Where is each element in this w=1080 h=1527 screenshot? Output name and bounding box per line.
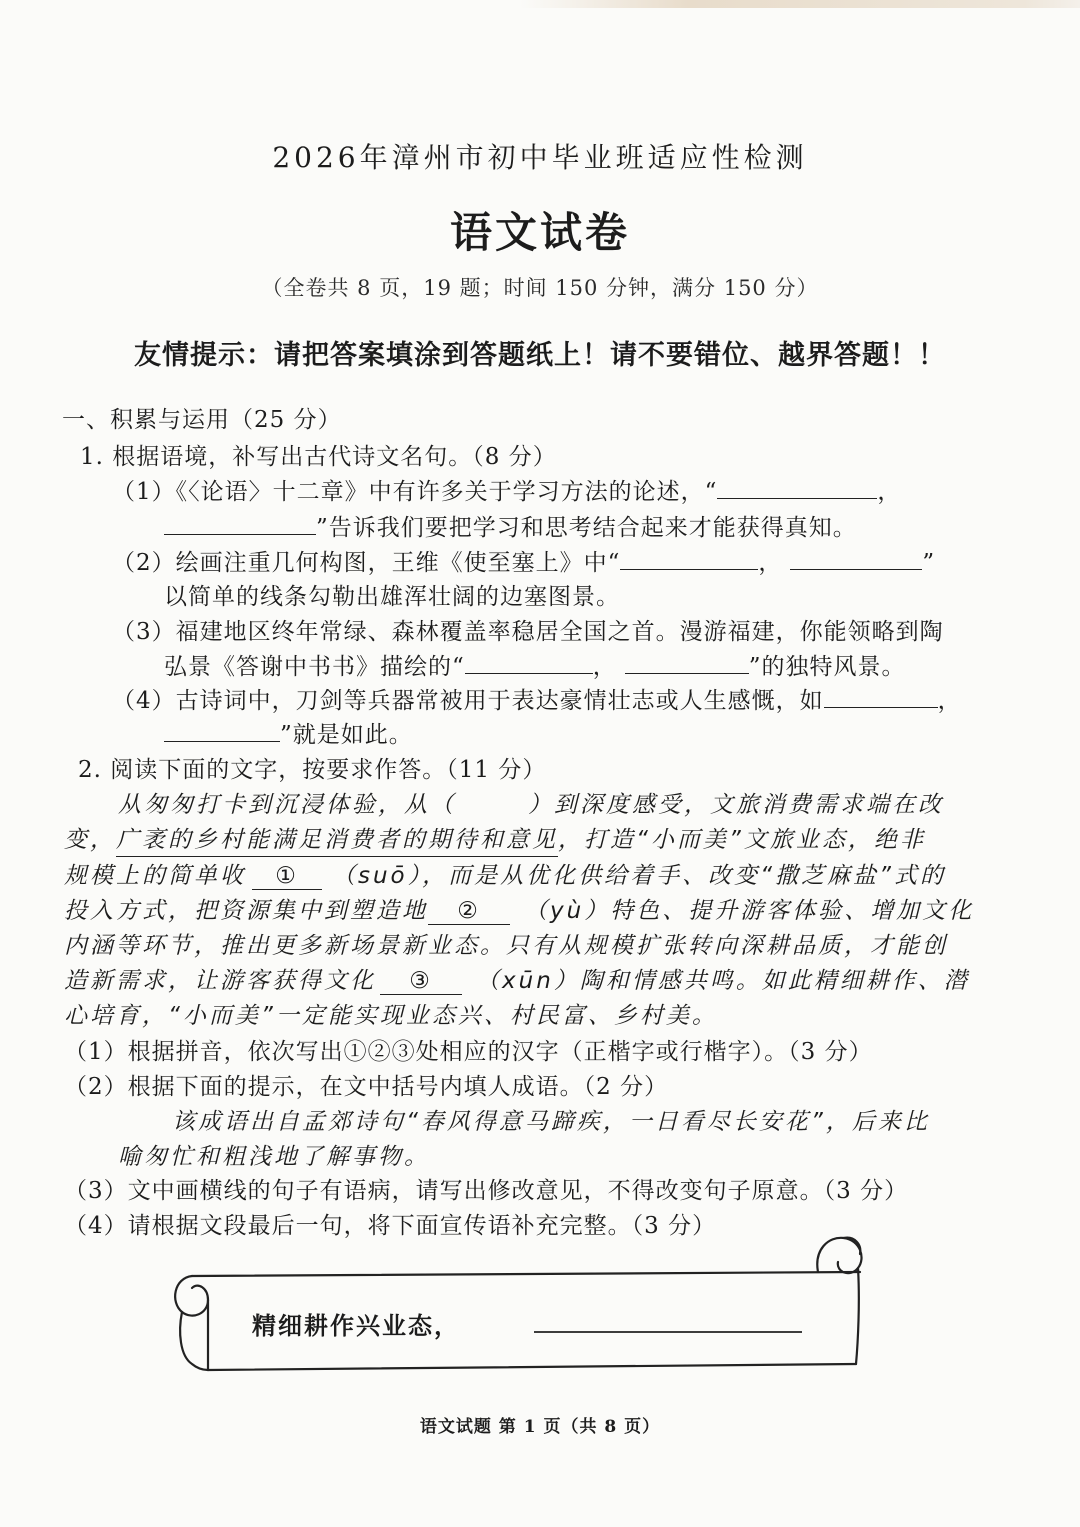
comma: ， bbox=[592, 654, 617, 680]
answer-blank[interactable] bbox=[164, 533, 316, 535]
q1-item3-tail: ”的独特风景。 bbox=[748, 654, 906, 680]
q1-stem: 1. 根据语境，补写出古代诗文名句。（8 分） bbox=[80, 444, 557, 470]
blank-1[interactable]: ① bbox=[252, 863, 322, 890]
exam-meta: （全卷共 8 页，19 题；时间 150 分钟，满分 150 分） bbox=[261, 276, 819, 300]
q2-sub2: （2）根据下面的提示，在文中括号内填人成语。（2 分） bbox=[64, 1074, 669, 1100]
passage-line-2 bbox=[64, 821, 926, 854]
passage-text: 投入方式，把资源集中到塑造地 bbox=[64, 898, 428, 924]
comma: ， bbox=[877, 479, 902, 505]
quote-close: ” bbox=[922, 550, 936, 576]
q1-item4-tail: ”就是如此。 bbox=[280, 722, 413, 748]
q1-item4-line2 bbox=[164, 716, 413, 749]
q1-item1-text: （1）《〈论语〉十二章》中有许多关于学习方法的论述，“ bbox=[112, 479, 718, 505]
q1-item2-line1 bbox=[112, 544, 935, 577]
friendly-tip: 友情提示：请把答案填涂到答题纸上！请不要错位、越界答题！！ bbox=[134, 340, 946, 371]
section-heading: 一、积累与运用（25 分） bbox=[62, 407, 342, 433]
passage-line-5: 内涵等环节，推出更多新场景新业态。只有从规模扩张转向深耕品质，才能创 bbox=[64, 933, 948, 959]
q1-item3-line1: （3）福建地区终年常绿、森林覆盖率稳居全国之首。漫游福建，你能领略到陶 bbox=[112, 619, 944, 645]
passage-text: 造新需求，让游客获得文化 bbox=[64, 968, 376, 994]
passage-text: 变， bbox=[64, 827, 116, 853]
passage-text: （xūn）陶和情感共鸣。如此精细耕作、潜 bbox=[476, 968, 970, 994]
banner-text: 精细耕作兴业态， bbox=[252, 1312, 460, 1340]
passage-line-1 bbox=[118, 786, 944, 819]
q1-item2-line2: 以简单的线条勾勒出雄浑壮阔的边塞图景。 bbox=[164, 584, 620, 610]
q2-stem: 2. 阅读下面的文字，按要求作答。（11 分） bbox=[78, 757, 547, 783]
passage-text: （suō），而是从优化供给着手、改变“撒芝麻盐”式的 bbox=[332, 863, 946, 889]
answer-blank[interactable] bbox=[620, 568, 758, 570]
answer-blank[interactable] bbox=[824, 706, 938, 708]
passage-line-6 bbox=[64, 962, 970, 995]
q1-item3-line2 bbox=[164, 648, 906, 681]
blank-3[interactable]: ③ bbox=[380, 968, 462, 995]
comma: ， bbox=[758, 550, 783, 576]
passage-text: ）到深度感受，文旅消费需求端在改 bbox=[528, 792, 944, 818]
passage-line-3 bbox=[64, 857, 946, 890]
q1-item1-tail: ”告诉我们要把学习和思考结合起来才能获得真知。 bbox=[316, 515, 857, 541]
q1-item2-text: （2）绘画注重几何构图，王维《使至塞上》中“ bbox=[112, 550, 621, 576]
comma: ， bbox=[937, 688, 962, 714]
q1-item4-line1 bbox=[112, 682, 962, 715]
passage-text: （yù）特色、提升游客体验、增加文化 bbox=[524, 898, 975, 924]
q1-item1-line1 bbox=[112, 473, 901, 506]
answer-blank[interactable] bbox=[465, 672, 593, 674]
exam-subtitle: 2026年漳州市初中毕业班适应性检测 bbox=[272, 141, 808, 174]
passage-line-7: 心培育，“小而美”一定能实现业态兴、村民富、乡村美。 bbox=[64, 1003, 718, 1029]
passage-line-4 bbox=[64, 892, 974, 925]
hint-line-1: 该成语出自孟郊诗句“春风得意马蹄疾，一日看尽长安花”，后来比 bbox=[172, 1109, 930, 1135]
q1-item4-text: （4）古诗词中，刀剑等兵器常被用于表达豪情壮志或人生感慨，如 bbox=[112, 688, 824, 714]
hint-line-2: 喻匆忙和粗浅地了解事物。 bbox=[118, 1144, 430, 1170]
q1-item3-text: 弘景《答谢中书书》描绘的“ bbox=[164, 654, 465, 680]
answer-blank[interactable] bbox=[625, 672, 749, 674]
q2-sub1: （1）根据拼音，依次写出①②③处相应的汉字（正楷字或行楷字）。（3 分） bbox=[64, 1039, 873, 1065]
blank-2[interactable]: ② bbox=[428, 898, 510, 925]
q1-item1-line2 bbox=[164, 509, 857, 542]
scan-edge bbox=[520, 0, 1080, 8]
passage-text: 规模上的简单收 bbox=[64, 863, 246, 889]
answer-blank[interactable] bbox=[717, 497, 877, 499]
passage-text: 从匆匆打卡到沉浸体验，从（ bbox=[118, 792, 456, 818]
answer-blank[interactable] bbox=[790, 568, 922, 570]
exam-title: 语文试卷 bbox=[449, 208, 630, 257]
q2-sub4: （4）请根据文段最后一句，将下面宣传语补充完整。（3 分） bbox=[64, 1213, 717, 1239]
q2-sub3: （3）文中画横线的句子有语病，请写出修改意见，不得改变句子原意。（3 分） bbox=[64, 1178, 909, 1204]
answer-blank[interactable] bbox=[164, 740, 280, 742]
underlined-sentence: 广袤的乡村能满足消费者的期待和意见 bbox=[116, 827, 558, 857]
passage-text: ，打造“小而美”文旅业态，绝非 bbox=[558, 827, 926, 853]
page-footer: 语文试题 第 1 页（共 8 页） bbox=[419, 1417, 661, 1437]
